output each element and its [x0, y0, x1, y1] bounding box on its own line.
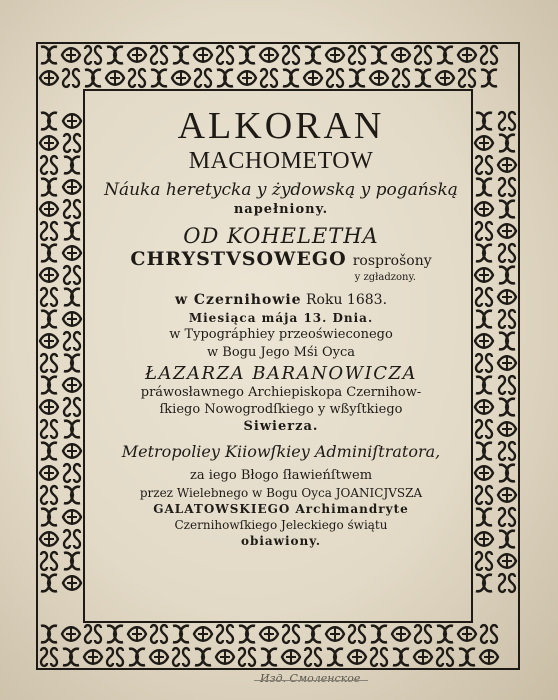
- ornament-motif: [326, 627, 344, 641]
- ornament-motif: [194, 627, 212, 641]
- ornament-motif: [283, 625, 299, 643]
- ornament-motif: [476, 377, 492, 394]
- ornament-motif: [239, 626, 255, 643]
- ornament-motif: [476, 552, 492, 570]
- ornament-motif: [173, 648, 189, 666]
- ornament-motif: [63, 378, 81, 392]
- ornament-motif: [498, 290, 516, 304]
- line-month: Miesiąca mája 13. Dnia.: [188, 311, 374, 325]
- ornament-motif: [392, 48, 410, 62]
- ornament-motif: [499, 310, 515, 328]
- line-blessing: za iego Błogo ſławieńſtwem: [189, 468, 373, 483]
- ornament-motif: [476, 509, 492, 526]
- ornament-motif: [371, 648, 387, 666]
- ornament-motif: [64, 487, 80, 504]
- ornament-motif: [41, 156, 57, 174]
- ornament-motif: [63, 312, 81, 326]
- ornament-motif: [476, 288, 492, 306]
- ornament-motif: [217, 625, 233, 643]
- ornament-motif: [107, 47, 123, 64]
- ornament-motif: [172, 71, 190, 85]
- ornament-motif: [327, 649, 343, 666]
- ornament-motif: [64, 200, 80, 218]
- ornament-motif: [481, 46, 497, 64]
- ornament-motif: [499, 267, 515, 284]
- ornament-motif: [85, 46, 101, 64]
- ornament-motif: [129, 649, 145, 666]
- ornament-motif: [107, 648, 123, 666]
- ornament-motif: [476, 222, 492, 240]
- line-smashed: y zgładzony.: [354, 272, 416, 283]
- ornament-motif: [64, 134, 80, 152]
- ornament-motif: [64, 332, 80, 350]
- ornament-motif: [106, 71, 124, 85]
- ornament-motif: [64, 223, 80, 240]
- ornament-motif: [40, 466, 58, 480]
- ornament-motif: [41, 288, 57, 306]
- ornament-motif: [282, 650, 300, 664]
- ornament-motif: [371, 47, 387, 64]
- ornament-motif: [41, 443, 57, 460]
- ornament-motif: [499, 465, 515, 482]
- ornament-motif: [151, 46, 167, 64]
- ornament-motif: [239, 648, 255, 666]
- ornament-motif: [64, 530, 80, 548]
- ornament-motif: [41, 377, 57, 394]
- ornament-motif: [40, 400, 58, 414]
- line-filled: napełniony.: [233, 202, 329, 217]
- ornament-motif: [63, 246, 81, 260]
- ornament-motif: [499, 112, 515, 130]
- ornament-motif: [41, 245, 57, 262]
- ornament-motif: [414, 650, 432, 664]
- ornament-motif: [64, 157, 80, 174]
- line-siwierz: Siwierza.: [243, 419, 319, 434]
- ornament-motif: [217, 46, 233, 64]
- ornament-motif: [476, 179, 492, 196]
- ornament-motif: [437, 626, 453, 643]
- ornament-motif: [393, 649, 409, 666]
- ornament-motif: [40, 268, 58, 282]
- ornament-motif: [128, 48, 146, 62]
- ornament-motif: [498, 224, 516, 238]
- ornament-motif: [481, 625, 497, 643]
- ornament-motif: [261, 649, 277, 666]
- ornament-motif: [498, 158, 516, 172]
- ornament-motif: [481, 70, 497, 87]
- ornament-motif: [41, 113, 57, 130]
- ornament-motif: [41, 486, 57, 504]
- ornament-motif: [40, 334, 58, 348]
- ornament-motif: [475, 400, 493, 414]
- line-christ-gothic: CHRYSTVSOWEGO: [130, 248, 347, 270]
- line-lord: w Bogu Jego Mśi Oyca: [207, 345, 355, 360]
- ornament-motif: [173, 626, 189, 643]
- ornament-motif: [41, 179, 57, 196]
- ornament-motif: [238, 71, 256, 85]
- ornament-motif: [64, 355, 80, 372]
- ornament-motif: [305, 47, 321, 64]
- ornament-motif: [499, 201, 515, 218]
- book-subtitle: MACHOMETOW: [188, 148, 374, 174]
- ornament-motif: [283, 70, 299, 87]
- ornament-motif: [62, 627, 80, 641]
- ornament-motif: [476, 311, 492, 328]
- ornament-motif: [475, 202, 493, 216]
- ornament-motif: [64, 421, 80, 438]
- ornament-motif: [283, 46, 299, 64]
- ornament-motif: [499, 508, 515, 526]
- ornament-motif: [498, 422, 516, 436]
- ornament-motif: [128, 627, 146, 641]
- ornament-motif: [195, 69, 211, 87]
- ornament-motif: [84, 650, 102, 664]
- ornament-motif: [475, 466, 493, 480]
- ornament-motif: [499, 531, 515, 548]
- ornament-motif: [415, 70, 431, 87]
- ornament-motif: [41, 648, 57, 666]
- line-christ-rest: rosprošony: [352, 253, 432, 269]
- ornament-motif: [305, 626, 321, 643]
- line-reverend: przez Wielebnego w Bogu Oyca JOANICJVSZA: [139, 486, 423, 500]
- ornament-motif: [151, 625, 167, 643]
- ornament-motif: [64, 289, 80, 306]
- ornament-motif: [475, 268, 493, 282]
- ornament-motif: [41, 552, 57, 570]
- ornament-motif: [216, 650, 234, 664]
- ornament-motif: [173, 47, 189, 64]
- ornament-motif: [498, 488, 516, 502]
- ornament-motif: [64, 398, 80, 416]
- ornament-motif: [40, 136, 58, 150]
- ornament-motif: [476, 443, 492, 460]
- ornament-motif: [458, 48, 476, 62]
- ornament-motif: [499, 244, 515, 262]
- ornament-motif: [41, 222, 57, 240]
- ornament-motif: [260, 48, 278, 62]
- ornament-motif: [499, 574, 515, 592]
- line-novgorod: ſkiego Nowogrodſkiego y wßyſtkiego: [159, 402, 403, 417]
- ornament-motif: [498, 554, 516, 568]
- ornament-motif: [349, 70, 365, 87]
- ornament-motif: [499, 333, 515, 350]
- ornament-motif: [63, 180, 81, 194]
- ornament-motif: [64, 464, 80, 482]
- ornament-motif: [85, 625, 101, 643]
- ornament-motif: [41, 626, 57, 643]
- ornament-motif: [476, 420, 492, 438]
- ornament-motif: [349, 625, 365, 643]
- ornament-motif: [476, 156, 492, 174]
- ornament-motif: [348, 650, 366, 664]
- ornament-motif: [107, 626, 123, 643]
- line-place: [96, 291, 466, 310]
- ornament-motif: [63, 576, 81, 590]
- ornament-motif: [459, 69, 475, 87]
- ornament-motif: [305, 648, 321, 666]
- ornament-motif: [476, 113, 492, 130]
- ornament-motif: [195, 649, 211, 666]
- ornament-motif: [437, 648, 453, 666]
- title-block: [96, 100, 466, 549]
- ornament-motif: [41, 509, 57, 526]
- ornament-motif: [239, 47, 255, 64]
- ornament-motif: [499, 135, 515, 152]
- line-jelec: Czernihowſkiego Jeleckiego świątu: [174, 518, 388, 532]
- line-metropoly: Metropoliey Kiiowſkiey Adminiſtratora,: [121, 442, 441, 461]
- ornament-motif: [41, 47, 57, 64]
- ornament-motif: [458, 627, 476, 641]
- ornament-motif: [63, 69, 79, 87]
- ornament-motif: [415, 46, 431, 64]
- ornament-motif: [499, 376, 515, 394]
- line-doctrine: Náuka heretycka y żydowską y pogańską: [104, 180, 458, 200]
- line-name: ŁAZARZA BARANOWICZA: [144, 363, 417, 384]
- ornament-motif: [63, 510, 81, 524]
- ornament-motif: [437, 47, 453, 64]
- book-title: ALKORAN: [177, 105, 385, 147]
- line-place-year: Roku 1683.: [306, 292, 388, 308]
- ornament-motif: [63, 444, 81, 458]
- ornament-motif: [41, 420, 57, 438]
- ornament-motif: [499, 178, 515, 196]
- ornament-motif: [476, 354, 492, 372]
- ornament-motif: [349, 46, 365, 64]
- ornament-motif: [415, 625, 431, 643]
- ornament-motif: [63, 649, 79, 666]
- line-place-city: w Czernihowie: [174, 292, 302, 308]
- ornament-motif: [475, 532, 493, 546]
- ornament-motif: [260, 627, 278, 641]
- ornament-motif: [392, 627, 410, 641]
- ornament-motif: [459, 649, 475, 666]
- ornament-motif: [370, 71, 388, 85]
- ornament-motif: [393, 69, 409, 87]
- line-shown: obiawiony.: [240, 534, 322, 548]
- line-author: OD KOHELETHA: [183, 224, 379, 248]
- ornament-motif: [41, 311, 57, 328]
- ornament-motif: [41, 575, 57, 592]
- ornament-motif: [327, 69, 343, 87]
- ornament-motif: [476, 486, 492, 504]
- ornament-motif: [261, 69, 277, 87]
- line-galat: GALATOWSKIEGO Archimandryte: [153, 502, 409, 516]
- ornament-motif: [326, 48, 344, 62]
- ornament-motif: [150, 650, 168, 664]
- line-orthodox: práwosławnego Archiepiskopa Czernihow-: [140, 385, 422, 400]
- ornament-motif: [217, 70, 233, 87]
- ornament-motif: [151, 70, 167, 87]
- ornament-motif: [85, 70, 101, 87]
- ornament-motif: [62, 48, 80, 62]
- ornament-motif: [371, 626, 387, 643]
- ornament-motif: [304, 71, 322, 85]
- ornament-motif: [194, 48, 212, 62]
- ornament-motif: [63, 114, 81, 128]
- ornament-motif: [129, 69, 145, 87]
- ornament-motif: [64, 553, 80, 570]
- ornament-motif: [499, 442, 515, 460]
- ornament-motif: [40, 71, 58, 85]
- ornament-motif: [64, 266, 80, 284]
- ornament-motif: [476, 575, 492, 592]
- handwritten-note: Изд. Смоленское: [260, 672, 361, 685]
- ornament-motif: [476, 245, 492, 262]
- line-christ: [96, 248, 466, 272]
- ornament-motif: [475, 136, 493, 150]
- ornament-motif: [41, 354, 57, 372]
- ornament-motif: [498, 356, 516, 370]
- ornament-motif: [436, 71, 454, 85]
- ornament-motif: [40, 532, 58, 546]
- ornament-motif: [40, 202, 58, 216]
- ornament-motif: [499, 399, 515, 416]
- ornament-motif: [475, 334, 493, 348]
- ornament-motif: [480, 650, 498, 664]
- line-typography: w Typográphiey przeoświeconego: [169, 327, 393, 342]
